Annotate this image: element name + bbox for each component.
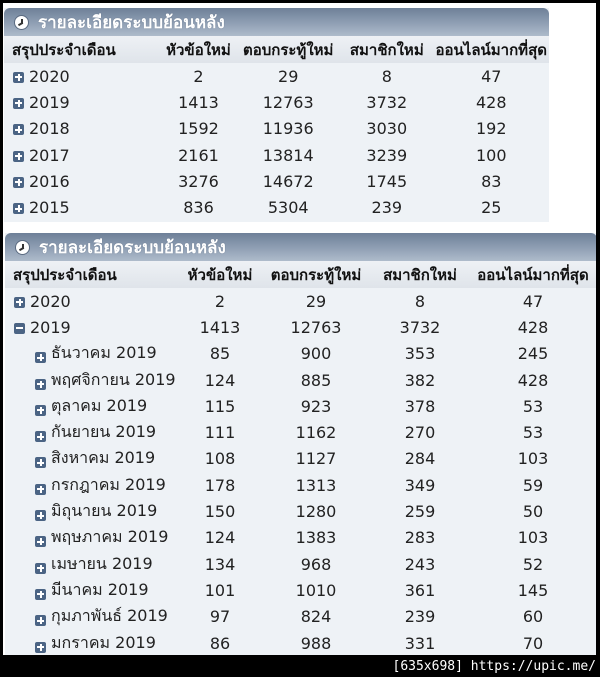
cell-new-replies: 900 (300, 344, 332, 364)
cell-new-replies: 5304 (267, 198, 309, 218)
cell-new-replies: 1280 (295, 502, 337, 522)
table-row (5, 314, 596, 340)
panel-header (5, 233, 596, 261)
col-header-period: สรุปประจำเดือน (13, 265, 117, 284)
clock-icon (14, 15, 29, 30)
cell-new-members: 239 (404, 607, 436, 627)
col-header-new-replies: ตอบกระทู้ใหม่ (242, 40, 334, 59)
cell-new-members: 270 (404, 423, 436, 443)
table-row-month (5, 446, 596, 472)
row-label[interactable]: กันยายน 2019 (5, 419, 179, 445)
cell-new-replies: 14672 (262, 171, 314, 191)
cell-new-topics: 115 (204, 396, 236, 416)
row-label[interactable]: สิงหาคม 2019 (5, 446, 179, 472)
row-label[interactable]: เมษายน 2019 (5, 551, 179, 577)
table-header-row (5, 261, 596, 288)
cell-new-members: 378 (404, 396, 436, 416)
expand-plus-icon[interactable] (13, 203, 24, 214)
cell-most-online: 428 (517, 370, 549, 390)
col-header-new-members: สมาชิกใหม่ (383, 265, 457, 284)
table-row-month (5, 498, 596, 524)
cell-new-members: 382 (404, 370, 436, 390)
table-row-month (5, 604, 596, 630)
clock-icon (15, 240, 30, 255)
row-label[interactable]: มิถุนายน 2019 (5, 498, 179, 524)
expand-plus-icon[interactable] (35, 484, 46, 495)
cell-new-members: 353 (404, 344, 436, 364)
cell-new-replies: 885 (300, 370, 332, 390)
cell-new-members: 3030 (366, 119, 408, 139)
watermark-text: [635x698] https://upic.me/ (392, 659, 596, 674)
row-label[interactable]: กุมภาพันธ์ 2019 (5, 604, 179, 630)
col-header-most-online: ออนไลน์มากที่สุด (435, 40, 547, 59)
cell-most-online: 145 (517, 580, 549, 600)
screenshot-frame (3, 3, 596, 655)
cell-new-replies: 29 (305, 291, 327, 311)
cell-new-replies: 11936 (262, 119, 314, 139)
history-panel-expanded (5, 233, 596, 655)
cell-new-topics: 134 (204, 554, 236, 574)
col-header-new-topics: หัวข้อใหม่ (187, 265, 253, 284)
row-label[interactable]: 2019 (5, 314, 179, 340)
cell-new-members: 283 (404, 528, 436, 548)
expand-plus-icon[interactable] (35, 510, 46, 521)
cell-new-members: 243 (404, 554, 436, 574)
cell-most-online: 52 (522, 554, 544, 574)
cell-new-topics: 97 (209, 607, 231, 627)
cell-new-topics: 2 (214, 291, 226, 311)
table-row (4, 116, 549, 142)
cell-most-online: 59 (522, 475, 544, 495)
expand-plus-icon[interactable] (35, 615, 46, 626)
cell-new-members: 259 (404, 502, 436, 522)
table-row-month (5, 630, 596, 655)
table-row (4, 168, 549, 194)
cell-new-topics: 1592 (178, 119, 219, 139)
row-label[interactable]: 2017 (4, 142, 161, 168)
cell-most-online: 83 (481, 171, 502, 191)
col-header-period: สรุปประจำเดือน (12, 40, 116, 59)
col-header-most-online: ออนไลน์มากที่สุด (477, 265, 589, 284)
cell-new-members: 349 (404, 475, 436, 495)
expand-plus-icon[interactable] (14, 297, 25, 308)
col-header-new-members: สมาชิกใหม่ (349, 40, 424, 59)
col-header-new-replies: ตอบกระทู้ใหม่ (270, 265, 362, 284)
expand-plus-icon[interactable] (35, 431, 46, 442)
row-label[interactable]: มีนาคม 2019 (5, 577, 179, 603)
panel-title: รายละเอียดระบบย้อนหลัง (38, 12, 225, 33)
cell-most-online: 50 (522, 502, 544, 522)
table-row (5, 288, 596, 314)
cell-new-members: 8 (381, 66, 392, 86)
cell-new-replies: 824 (300, 607, 332, 627)
cell-new-replies: 968 (300, 554, 332, 574)
cell-new-replies: 923 (300, 396, 332, 416)
cell-new-topics: 150 (204, 502, 236, 522)
cell-most-online: 53 (522, 396, 544, 416)
panel-title: รายละเอียดระบบย้อนหลัง (39, 237, 226, 258)
cell-new-topics: 108 (204, 449, 236, 469)
panel-header (4, 8, 549, 36)
cell-new-topics: 178 (204, 475, 236, 495)
cell-new-topics: 3276 (178, 171, 219, 191)
cell-new-topics: 2161 (178, 145, 219, 165)
cell-most-online: 25 (481, 198, 502, 218)
expand-plus-icon[interactable] (35, 563, 46, 574)
cell-most-online: 245 (517, 344, 549, 364)
expand-plus-icon[interactable] (35, 642, 46, 653)
cell-new-topics: 1413 (199, 317, 241, 337)
cell-new-topics: 85 (209, 344, 231, 364)
cell-new-topics: 836 (183, 198, 214, 218)
cell-new-replies: 1010 (295, 580, 337, 600)
table-row-month (5, 341, 596, 367)
table-row-month (5, 419, 596, 445)
table-row (4, 142, 549, 168)
cell-new-members: 3732 (399, 317, 441, 337)
cell-most-online: 428 (475, 92, 507, 112)
stats-table (5, 261, 596, 655)
cell-most-online: 70 (522, 633, 544, 653)
row-label[interactable]: 2015 (4, 194, 161, 220)
cell-new-members: 3732 (366, 92, 408, 112)
row-label[interactable]: กรกฎาคม 2019 (5, 472, 179, 498)
cell-most-online: 428 (517, 317, 549, 337)
cell-new-replies: 1383 (295, 528, 337, 548)
row-label[interactable]: พฤศจิกายน 2019 (5, 367, 179, 393)
expand-plus-icon[interactable] (13, 72, 24, 83)
table-row-month (5, 393, 596, 419)
row-label[interactable]: ตุลาคม 2019 (5, 393, 179, 419)
cell-new-members: 1745 (366, 171, 408, 191)
expand-plus-icon[interactable] (13, 177, 24, 188)
row-label[interactable]: พฤษภาคม 2019 (5, 525, 179, 551)
row-label[interactable]: 2020 (4, 63, 161, 89)
expand-plus-icon[interactable] (35, 379, 46, 390)
cell-most-online: 53 (522, 423, 544, 443)
table-row (4, 63, 549, 89)
expand-plus-icon[interactable] (13, 98, 24, 109)
col-header-new-topics: หัวข้อใหม่ (166, 40, 231, 59)
row-label[interactable]: ธันวาคม 2019 (5, 341, 179, 367)
expand-plus-icon[interactable] (35, 405, 46, 416)
cell-most-online: 47 (522, 291, 544, 311)
cell-new-replies: 1127 (295, 449, 337, 469)
expand-plus-icon[interactable] (35, 352, 46, 363)
history-panel-collapsed (4, 8, 549, 222)
cell-new-topics: 124 (204, 528, 236, 548)
cell-new-members: 239 (371, 198, 403, 218)
expand-plus-icon[interactable] (35, 589, 46, 600)
cell-new-replies: 1162 (295, 423, 337, 443)
cell-new-topics: 101 (204, 580, 236, 600)
cell-most-online: 100 (475, 145, 507, 165)
collapse-minus-icon[interactable] (14, 323, 25, 334)
cell-new-replies: 988 (300, 633, 332, 653)
cell-new-topics: 1413 (178, 92, 219, 112)
table-row-month (5, 551, 596, 577)
cell-new-topics: 2 (193, 66, 204, 86)
stats-table (4, 36, 549, 221)
cell-new-topics: 111 (204, 423, 236, 443)
cell-most-online: 60 (522, 607, 544, 627)
row-label[interactable]: 2019 (4, 89, 161, 115)
row-label[interactable]: มกราคม 2019 (5, 630, 179, 655)
row-label[interactable]: 2018 (4, 116, 161, 142)
table-row (4, 89, 549, 115)
cell-new-replies: 13814 (262, 145, 314, 165)
cell-new-replies: 29 (278, 66, 299, 86)
expand-plus-icon[interactable] (35, 457, 46, 468)
table-row-month (5, 367, 596, 393)
cell-new-replies: 12763 (262, 92, 314, 112)
table-header-row (4, 36, 549, 63)
cell-new-members: 284 (404, 449, 436, 469)
table-row-month (5, 525, 596, 551)
expand-plus-icon[interactable] (13, 151, 24, 162)
cell-new-topics: 86 (209, 633, 231, 653)
cell-new-members: 8 (414, 291, 426, 311)
cell-most-online: 192 (475, 119, 507, 139)
cell-most-online: 103 (517, 449, 549, 469)
cell-new-members: 3239 (366, 145, 408, 165)
cell-new-replies: 1313 (295, 475, 337, 495)
table-row (4, 194, 549, 220)
cell-new-topics: 124 (204, 370, 236, 390)
cell-most-online: 47 (481, 66, 502, 86)
row-label[interactable]: 2016 (4, 168, 161, 194)
cell-new-members: 331 (404, 633, 436, 653)
table-row-month (5, 472, 596, 498)
cell-new-replies: 12763 (290, 317, 342, 337)
expand-plus-icon[interactable] (35, 536, 46, 547)
expand-plus-icon[interactable] (13, 124, 24, 135)
cell-most-online: 103 (517, 528, 549, 548)
row-label[interactable]: 2020 (5, 288, 179, 314)
cell-new-members: 361 (404, 580, 436, 600)
table-row-month (5, 577, 596, 603)
